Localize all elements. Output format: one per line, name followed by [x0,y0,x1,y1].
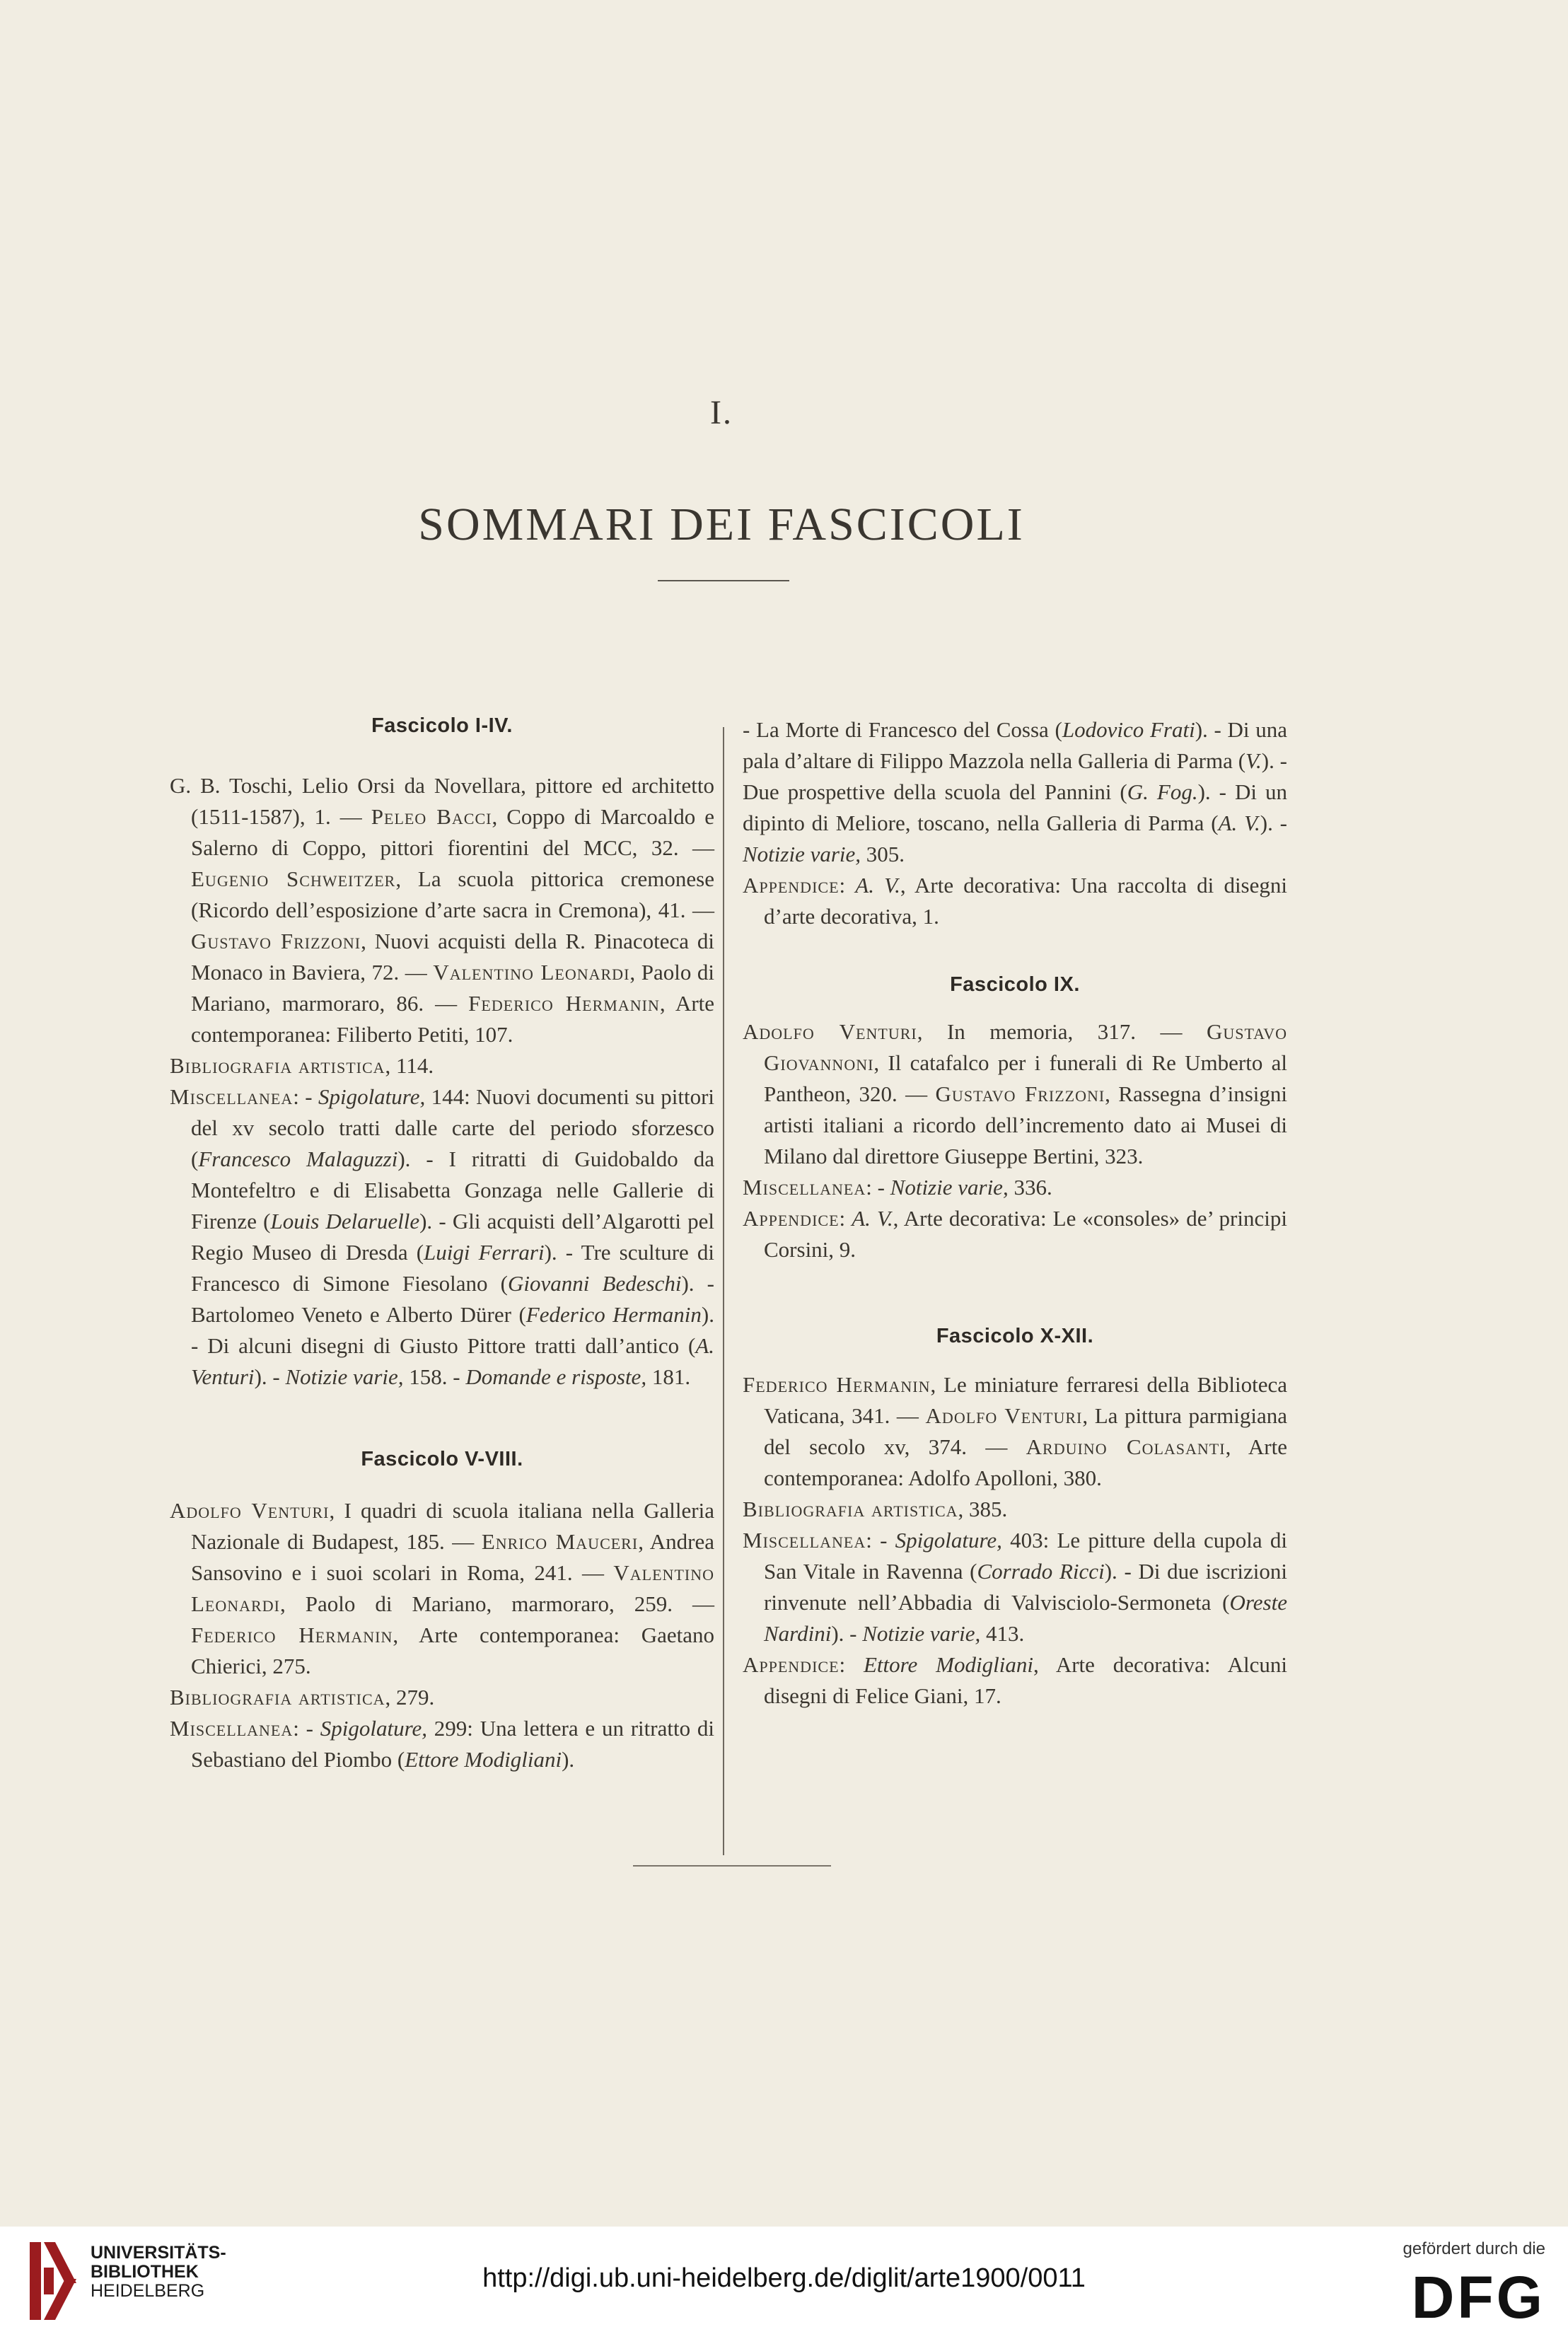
rubric: Bibliografia artistica [743,1497,958,1521]
contents-entry: Adolfo Venturi, I quadri di scuola italiana nella Galleria Nazionale di Budapest, 185. — Enrico Mauceri, Andrea Sansovino e i suoi scolari in Roma, 241. — Valentino Leonardi, Paolo di Mariano, marmoraro, 259. — Federico Hermanin, Arte contemporanea: Gaetano Chierici, 275. [170,1498,714,1678]
contributor-name: Lodovico Frati [1062,717,1195,742]
title-rule [658,580,789,581]
author-name: Gustavo Giovannoni [764,1019,1287,1075]
contents-entry: Miscellanea: - Spigolature, 403: Le pitture della cupola di San Vitale in Ravenna (Corrado Ricci). - Di due iscrizioni rinvenute nell’Abbadia di Valvisciolo-Sermoneta (Oreste Nardini). - Notizie varie, 413. [743,1528,1288,1646]
contributor-name: Federico Hermanin [525,1302,702,1327]
contributor-name: Oreste Nardini [764,1590,1287,1646]
rubric: Appendice [743,1206,840,1231]
contributor-name: A. V. [855,873,900,898]
contents-entry: Bibliografia artistica, 114. [170,1053,434,1078]
author-name: Eugenio Schweitzer [191,866,396,891]
contributor-name: Giovanni Bedeschi [508,1271,682,1296]
author-name: Adolfo Venturi [743,1019,917,1044]
author-name: Enrico Mauceri [481,1529,639,1554]
contributor-name: A. V. [1218,811,1260,835]
rubric: Appendice [743,873,840,898]
contributor-name: A. Venturi [191,1333,714,1389]
column-divider [723,727,724,1855]
contributor-name: A. V. [852,1206,893,1231]
author-name: Federico Hermanin [191,1623,393,1647]
contributor-name: Luigi Ferrari [424,1240,545,1265]
author-name: Adolfo Venturi [170,1498,330,1523]
author-name: Gustavo Frizzoni [191,929,361,953]
funding-label: gefördert durch die [1403,2239,1545,2258]
contents-entry: Miscellanea: - Spigolature, 299: Una lettera e un ritratto di Sebastiano del Piombo (Ettore Modigliani). [170,1716,714,1772]
contents-entry: Bibliografia artistica, 385. [743,1497,1008,1521]
right-column [743,714,1287,1712]
contributor-name: Ettore Modigliani [863,1652,1033,1677]
chapter-numeral: I. [710,394,733,431]
contributor-name: G. Fog. [1127,779,1198,804]
author-name: Federico Hermanin [743,1372,931,1397]
dfg-logo: DFG [1411,2264,1545,2331]
rubric: Bibliografia artistica [170,1685,385,1710]
section-heading: Fascicolo I-IV. [371,714,513,737]
contents-entry: Adolfo Venturi, In memoria, 317. — Gustavo Giovannoni, Il catafalco per i funerali di Re Umberto al Pantheon, 320. — Gustavo Frizzoni, Rassegna d’insigni artisti italiani a ricordo dell’incremento dato ai Musei di Milano dal direttore Giuseppe Bertini, 323. [743,1019,1288,1168]
author-name: G. B. Toschi [170,773,288,798]
author-name: Gustavo Frizzoni [935,1081,1105,1106]
rubric: Miscellanea [170,1084,294,1109]
left-column [170,714,714,1775]
rubric: Miscellanea [170,1716,294,1741]
page-title: SOMMARI DEI FASCICOLI [418,499,1025,551]
rubric: Bibliografia artistica [170,1053,385,1078]
rubric: Miscellanea [743,1175,866,1200]
author-name: Valentino Leonardi [191,1560,714,1616]
rubric: Miscellanea [743,1528,866,1552]
section-heading: Fascicolo V-VIII. [361,1448,523,1470]
section-heading: Fascicolo IX. [950,973,1080,996]
contents-entry: Miscellanea: - Notizie varie, 336. [743,1175,1052,1200]
contents-entry: - La Morte di Francesco del Cossa (Lodovico Frati). - Di una pala d’altare di Filippo Mazzola nella Galleria di Parma (V.). - Due prospettive della scuola del Pannini (G. Fog.). - Di un dipinto di Meliore, toscano, nella Galleria di Parma (A. V.). - Notizie varie, 305. [743,717,1287,866]
rubric: Appendice [743,1652,840,1677]
contributor-name: V. [1245,748,1262,773]
contents-entry: Federico Hermanin, Le miniature ferraresi della Biblioteca Vaticana, 341. — Adolfo Venturi, La pittura parmigiana del secolo xv, 374. — Arduino Colasanti, Arte contemporanea: Adolfo Apolloni, 380. [743,1372,1287,1490]
contributor-name: Corrado Ricci [977,1559,1105,1584]
contents-entry: Appendice: Ettore Modigliani, Arte decorativa: Alcuni disegni di Felice Giani, 17. [743,1652,1287,1708]
contents-entry: G. B. Toschi, Lelio Orsi da Novellara, pittore ed architetto (1511-1587), 1. — Peleo Bacci, Coppo di Marcoaldo e Salerno di Coppo, pittori fiorentini del MCC, 32. — Eugenio Schweitzer, La scuola pittorica cremonese (Ricordo dell’esposizione d’arte sacra in Cremona), 41. — Gustavo Frizzoni, Nuovi acquisti della R. Pinacoteca di Monaco in Baviera, 72. — Valentino Leonardi, Paolo di Mariano, marmoraro, 86. — Federico Hermanin, Arte contemporanea: Filiberto Petiti, 107. [170,773,715,1047]
contents-entry: Appendice: A. V., Arte decorativa: Una raccolta di disegni d’arte decorativa, 1. [743,873,1287,929]
contents-entry: Miscellanea: - Spigolature, 144: Nuovi documenti su pittori del xv secolo tratti dalle carte del periodo sforzesco (Francesco Malaguzzi). - I ritratti di Guidobaldo da Montefeltro e di Elisabetta Gonzaga nelle Gallerie di Firenze (Louis Delaruelle). - Gli acquisti dell’Algarotti pel Regio Museo di Dresda (Luigi Ferrari). - Tre sculture di Francesco di Simone Fiesolano (Giovanni Bedeschi). - Bartolomeo Veneto e Alberto Dürer (Federico Hermanin). - Di alcuni disegni di Giusto Pittore tratti dall’antico (A. Venturi). - Notizie varie, 158. - Domande e risposte, 181. [170,1084,715,1389]
contents-entry: Bibliografia artistica, 279. [170,1685,435,1710]
author-name: Peleo Bacci [371,804,492,829]
closing-rule [633,1865,831,1867]
author-name: Arduino Colasanti [1026,1434,1226,1459]
author-name: Valentino Leonardi [433,960,630,985]
contents-entry: Appendice: A. V., Arte decorativa: Le «consoles» de’ principi Corsini, 9. [743,1206,1287,1262]
library-name: UNIVERSITÄTS- BIBLIOTHEK HEIDELBERG [91,2243,226,2301]
footer-bar [0,2227,1568,2339]
contributor-name: Francesco Malaguzzi [198,1147,398,1171]
author-name: Federico Hermanin [468,991,660,1016]
page-url-link[interactable]: http://digi.ub.uni-heidelberg.de/diglit/arte1900/0011 [482,2263,1086,2293]
section-heading: Fascicolo X-XII. [936,1325,1094,1347]
contributor-name: Ettore Modigliani [405,1747,562,1772]
contributor-name: Louis Delaruelle [270,1209,420,1234]
author-name: Adolfo Venturi [925,1403,1083,1428]
